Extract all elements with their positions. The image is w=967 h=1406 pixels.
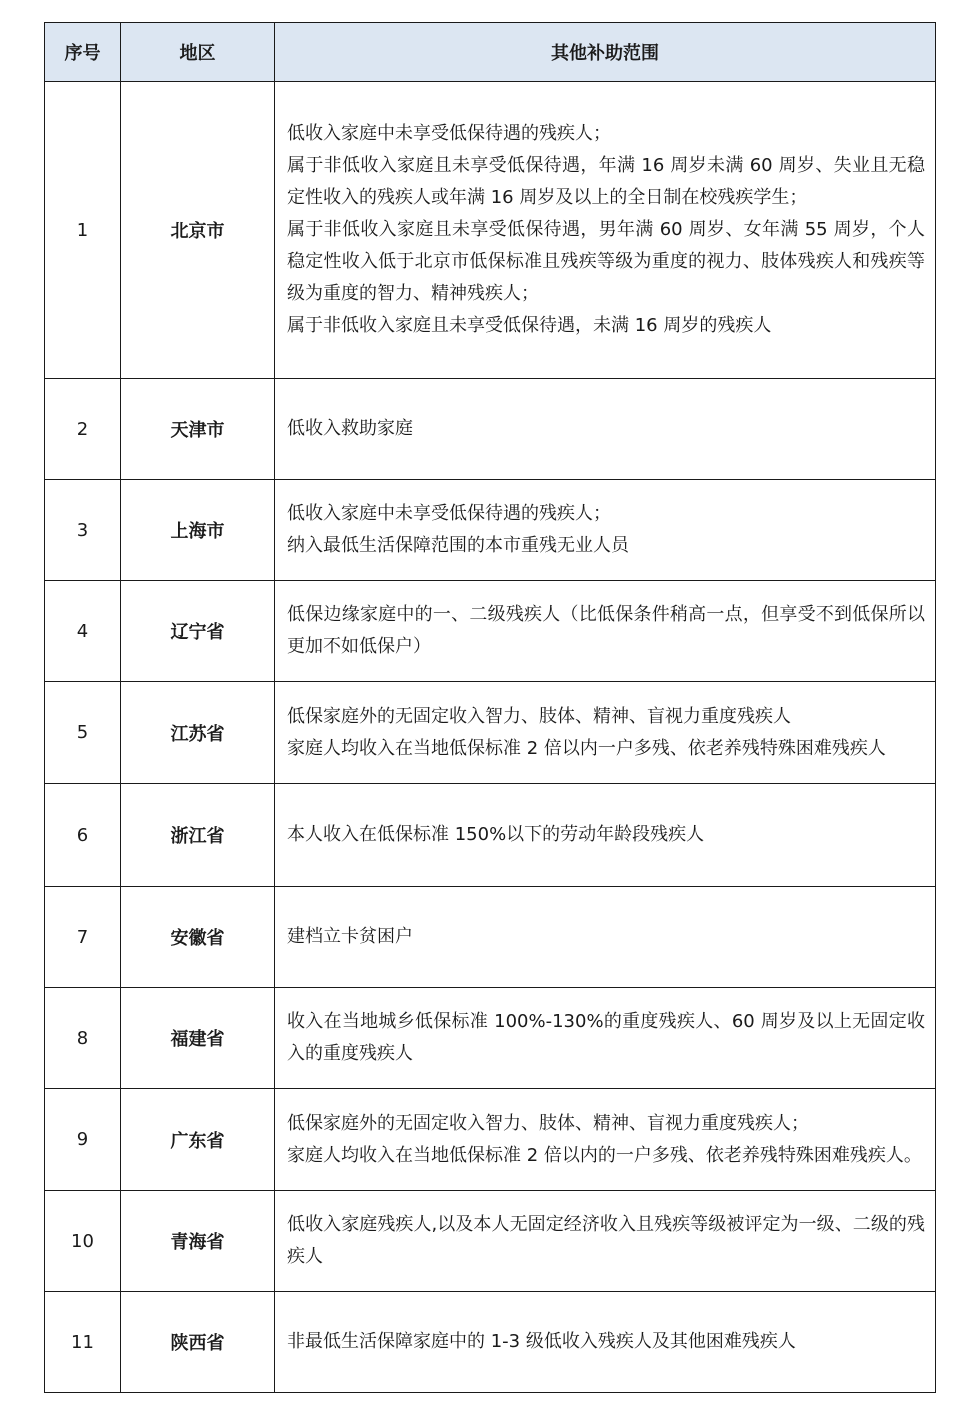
- region-name: 安徽省: [121, 887, 275, 988]
- table-row: [45, 379, 936, 480]
- table-row: [45, 988, 936, 1089]
- region-name: 陕西省: [121, 1292, 275, 1393]
- scope-line: 家庭人均收入在当地低保标准 2 倍以内的一户多残、依老养残特殊困难残疾人。: [287, 1144, 922, 1166]
- row-number: 11: [45, 1292, 121, 1393]
- scope-text: [275, 581, 936, 682]
- scope-line: 本人收入在低保标准 150%以下的劳动年龄段残疾人: [287, 824, 705, 845]
- row-number: 5: [45, 682, 121, 784]
- scope-text: [275, 682, 936, 784]
- table-row: [45, 581, 936, 682]
- region-name: 江苏省: [121, 682, 275, 784]
- row-number: 10: [45, 1191, 121, 1292]
- scope-line: 属于非低收入家庭且未享受低保待遇，未满 16 周岁的残疾人: [287, 315, 772, 336]
- region-name: 上海市: [121, 480, 275, 581]
- scope-line: 低保边缘家庭中的一、二级残疾人（比低保条件稍高一点，但享受不到低保所以更加不如低保户）: [287, 604, 925, 657]
- scope-line: 低保家庭外的无固定收入智力、肢体、精神、盲视力重度残疾人；: [287, 1112, 809, 1134]
- row-number: 7: [45, 887, 121, 988]
- scope-text: [275, 988, 936, 1089]
- row-number: 9: [45, 1089, 121, 1191]
- scope-line: 低保家庭外的无固定收入智力、肢体、精神、盲视力重度残疾人: [287, 705, 791, 727]
- scope-text: [275, 1089, 936, 1191]
- region-name: 浙江省: [121, 784, 275, 887]
- scope-line: 纳入最低生活保障范围的本市重残无业人员: [287, 535, 629, 556]
- region-name: 广东省: [121, 1089, 275, 1191]
- table-row: [45, 887, 936, 988]
- table-row: [45, 480, 936, 581]
- row-number: 1: [45, 82, 121, 379]
- table-row: [45, 1191, 936, 1292]
- scope-line: 属于非低收入家庭且未享受低保待遇，年满 16 周岁未满 60 周岁、失业且无稳定性收入的残疾人或年满 16 周岁及以上的全日制在校残疾学生；: [287, 155, 925, 208]
- scope-line: 低收入救助家庭: [287, 418, 413, 439]
- table-row: [45, 1292, 936, 1393]
- scope-line: 属于非低收入家庭且未享受低保待遇，男年满 60 周岁、女年满 55 周岁，个人稳定性收入低于北京市低保标准且残疾等级为重度的视力、肢体残疾人和残疾等级为重度的智力、精神残疾人；: [287, 219, 925, 304]
- scope-text: [275, 379, 936, 480]
- scope-text: [275, 1292, 936, 1393]
- scope-text: [275, 1191, 936, 1292]
- scope-line: 建档立卡贫困户: [287, 926, 413, 947]
- region-name: 天津市: [121, 379, 275, 480]
- scope-text: [275, 887, 936, 988]
- scope-line: 低收入家庭中未享受低保待遇的残疾人；: [287, 123, 611, 144]
- scope-text: [275, 82, 936, 379]
- region-name: 青海省: [121, 1191, 275, 1292]
- subsidy-table: [44, 22, 936, 1393]
- table-row: [45, 1089, 936, 1191]
- table-row: [45, 682, 936, 784]
- header-region: 地区: [121, 23, 275, 82]
- row-number: 3: [45, 480, 121, 581]
- region-name: 辽宁省: [121, 581, 275, 682]
- header-no: 序号: [45, 23, 121, 82]
- header-row: [45, 23, 936, 82]
- header-scope: 其他补助范围: [275, 23, 936, 82]
- table-row: [45, 82, 936, 379]
- scope-line: 家庭人均收入在当地低保标准 2 倍以内一户多残、依老养残特殊困难残疾人: [287, 737, 886, 759]
- row-number: 8: [45, 988, 121, 1089]
- region-name: 北京市: [121, 82, 275, 379]
- scope-line: 低收入家庭中未享受低保待遇的残疾人；: [287, 503, 611, 524]
- row-number: 2: [45, 379, 121, 480]
- scope-line: 收入在当地城乡低保标准 100%-130%的重度残疾人、60 周岁及以上无固定收入的重度残疾人: [287, 1011, 925, 1064]
- region-name: 福建省: [121, 988, 275, 1089]
- row-number: 4: [45, 581, 121, 682]
- table-row: [45, 784, 936, 887]
- scope-text: [275, 480, 936, 581]
- scope-line: 低收入家庭残疾人,以及本人无固定经济收入且残疾等级被评定为一级、二级的残疾人: [287, 1214, 925, 1267]
- scope-text: [275, 784, 936, 887]
- row-number: 6: [45, 784, 121, 887]
- scope-line: 非最低生活保障家庭中的 1-3 级低收入残疾人及其他困难残疾人: [287, 1331, 796, 1352]
